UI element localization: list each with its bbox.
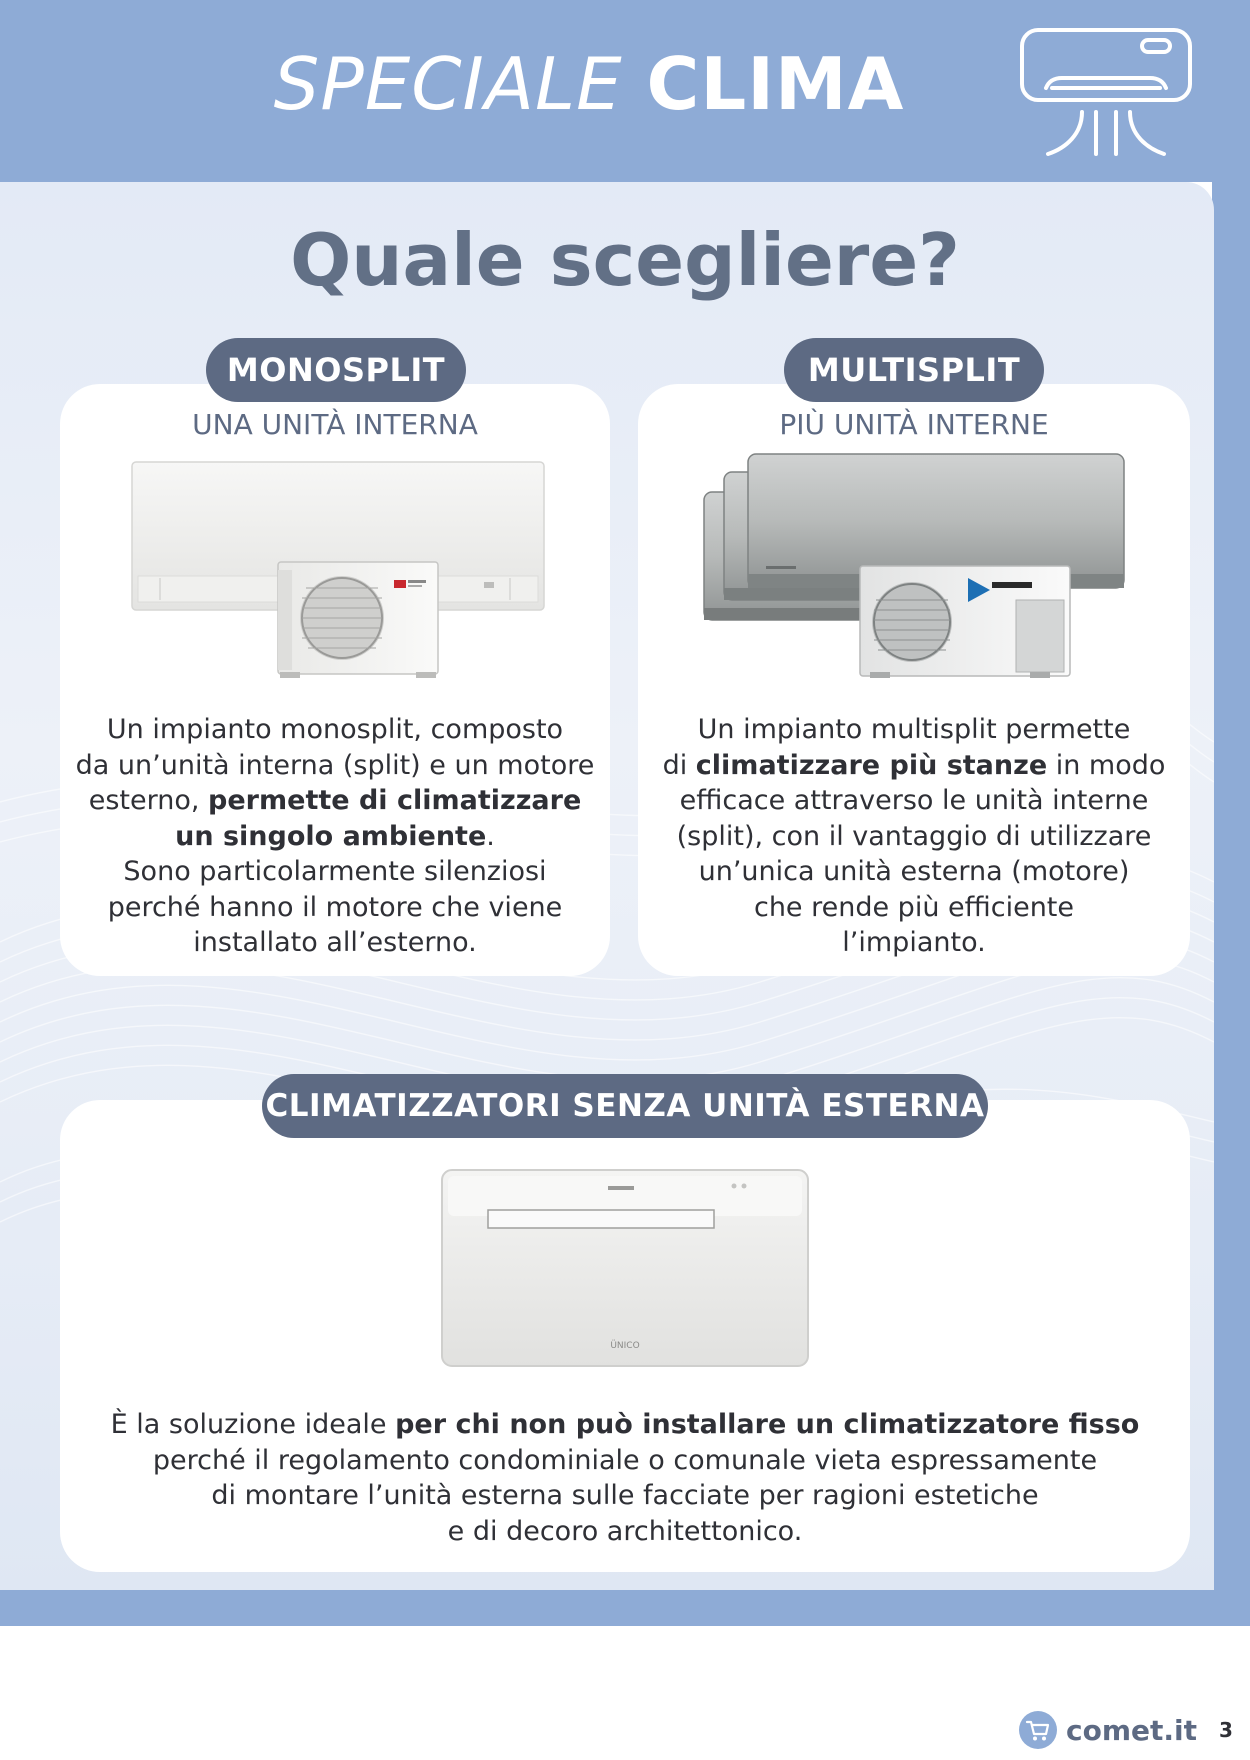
bottom-band — [0, 1590, 1250, 1626]
bold-text: un singolo ambiente — [175, 820, 487, 852]
header-title-bold: CLIMA — [646, 42, 905, 126]
header-title-light: SPECIALE — [273, 42, 623, 126]
unico-unit-image — [440, 1168, 810, 1370]
text-line — [62, 783, 608, 819]
footer — [1018, 1710, 1233, 1750]
bold-text: permette di climatizzare — [208, 785, 582, 816]
footer-brand[interactable]: comet.it — [1066, 1713, 1198, 1747]
text-segment: di — [662, 749, 696, 781]
text-line — [62, 925, 608, 961]
monosplit-subtitle: UNA UNITÀ INTERNA — [192, 408, 478, 441]
text-segment: da un’unità interna (split) e un motore — [75, 749, 595, 781]
text-line — [640, 854, 1188, 890]
text-segment: installato all’esterno. — [193, 927, 477, 958]
text-line — [60, 1478, 1190, 1514]
text-line — [640, 925, 1188, 961]
text-line — [62, 819, 608, 855]
senza-description — [60, 1407, 1190, 1549]
shopping-cart-icon — [1018, 1710, 1058, 1750]
text-segment: l’impianto. — [842, 927, 986, 958]
text-line — [640, 890, 1188, 926]
text-line — [640, 819, 1188, 855]
text-segment: Un impianto multisplit permette — [697, 714, 1131, 745]
bold-text: climatizzare più stanze — [695, 749, 1048, 781]
text-line — [62, 854, 608, 890]
multisplit-subtitle: PIÙ UNITÀ INTERNE — [779, 408, 1049, 441]
air-conditioner-icon — [1018, 26, 1194, 162]
text-segment: . — [486, 820, 495, 852]
text-line — [62, 712, 608, 748]
text-line — [640, 712, 1188, 748]
bold-text: per chi non può installare un climatizzatore fisso — [395, 1409, 1140, 1440]
text-line — [60, 1514, 1190, 1550]
text-segment: Un impianto monosplit, composto — [106, 714, 564, 745]
text-line — [640, 748, 1188, 784]
multisplit-unit-image — [700, 450, 1130, 680]
text-segment: esterno, — [88, 785, 209, 816]
text-segment: un’unica unità esterna (motore) — [698, 856, 1130, 887]
monosplit-description — [62, 712, 608, 961]
text-segment: È la soluzione ideale — [110, 1409, 396, 1440]
header-title — [0, 42, 1178, 126]
text-line — [60, 1407, 1190, 1443]
text-segment: perché il regolamento condominiale o comunale vieta espressamente — [152, 1444, 1098, 1476]
monosplit-label: MONOSPLIT — [206, 338, 466, 402]
text-segment: e di decoro architettonico. — [447, 1515, 803, 1547]
text-segment: efficace attraverso le unità interne — [679, 785, 1149, 816]
multisplit-description — [640, 712, 1188, 961]
monosplit-unit-image — [130, 458, 550, 680]
text-line — [62, 748, 608, 784]
unico-brand-label: ÜNICO — [610, 1341, 640, 1351]
multisplit-label: MULTISPLIT — [784, 338, 1044, 402]
text-line — [62, 890, 608, 926]
senza-unita-esterna-label: CLIMATIZZATORI SENZA UNITÀ ESTERNA — [262, 1074, 988, 1138]
text-segment: Sono particolarmente silenziosi — [123, 856, 547, 887]
side-band — [1212, 150, 1250, 1625]
page-title: Quale scegliere? — [290, 218, 960, 302]
text-segment: che rende più efficiente — [753, 891, 1075, 923]
page-number: 3 — [1219, 1718, 1233, 1742]
text-line — [60, 1443, 1190, 1479]
text-segment: perché hanno il motore che viene — [107, 891, 563, 923]
text-segment: di montare l’unità esterna sulle facciate per ragioni estetiche — [211, 1480, 1039, 1511]
text-line — [640, 783, 1188, 819]
text-segment: (split), con il vantaggio di utilizzare — [676, 820, 1152, 852]
text-segment: in modo — [1047, 749, 1166, 781]
